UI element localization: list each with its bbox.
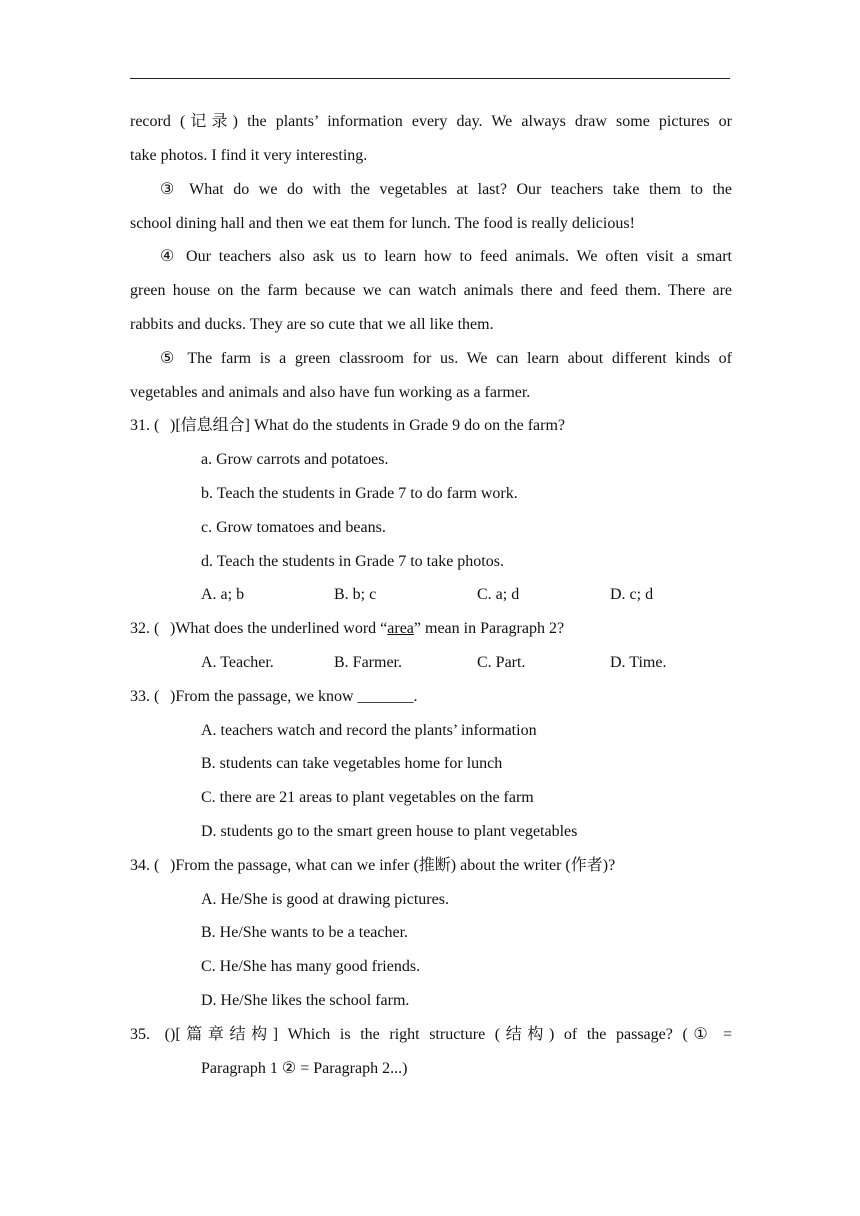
question-35: [130, 1025, 732, 1045]
choice-b[interactable]: B. Farmer.: [334, 654, 402, 671]
question-text: )From the passage, what can we infer (推断) about the writer (作者)?: [170, 857, 616, 874]
choice-c[interactable]: C. Part.: [477, 654, 526, 671]
paragraph-5-line: ⑤ The farm is a green classroom for us. We can learn about different kinds of: [160, 350, 732, 367]
header-rule: [130, 78, 730, 79]
choice-c[interactable]: C. a; d: [477, 586, 520, 603]
passage-line: take photos. I find it very interesting.: [130, 147, 368, 164]
choice-a[interactable]: A. a; b: [201, 586, 245, 603]
info-item: d. Teach the students in Grade 7 to take photos.: [201, 553, 504, 570]
choice-b[interactable]: B. students can take vegetables home for lunch: [201, 755, 503, 772]
choice-a[interactable]: A. teachers watch and record the plants’ information: [201, 722, 537, 739]
question-35-continued: Paragraph 1 ② = Paragraph 2...): [201, 1060, 408, 1077]
choice-d[interactable]: D. Time.: [610, 654, 667, 671]
question-text: )From the passage, we know _______.: [170, 688, 418, 705]
choice-a[interactable]: A. Teacher.: [201, 654, 274, 671]
info-item: a. Grow carrots and potatoes.: [201, 451, 389, 468]
choice-d[interactable]: D. He/She likes the school farm.: [201, 992, 410, 1009]
question-33: [130, 687, 732, 707]
info-item: b. Teach the students in Grade 7 to do farm work.: [201, 485, 518, 502]
paragraph-3-line: school dining hall and then we eat them for lunch. The food is really delicious!: [130, 215, 635, 232]
underlined-word: area: [387, 620, 414, 637]
question-31: [130, 416, 732, 436]
choice-b[interactable]: B. b; c: [334, 586, 377, 603]
choice-d[interactable]: D. students go to the smart green house to plant vegetables: [201, 823, 578, 840]
question-text: )What does the underlined word “: [170, 620, 388, 637]
paragraph-4-line: rabbits and ducks. They are so cute that we all like them.: [130, 316, 494, 333]
choice-c[interactable]: C. there are 21 areas to plant vegetables on the farm: [201, 789, 534, 806]
passage-line: record (记录) the plants’ information every day. We always draw some pictures or: [130, 113, 732, 130]
question-number: 32. (: [130, 620, 160, 637]
info-item: c. Grow tomatoes and beans.: [201, 519, 386, 536]
question-number: 35. (: [130, 1026, 170, 1043]
question-text: )[篇章结构] Which is the right structure (结构) of the passage? (① =: [170, 1026, 732, 1043]
paragraph-4-line: ④ Our teachers also ask us to learn how to feed animals. We often visit a smart: [160, 248, 732, 265]
choice-d[interactable]: D. c; d: [610, 586, 654, 603]
question-32: [130, 619, 732, 639]
choice-b[interactable]: B. He/She wants to be a teacher.: [201, 924, 409, 941]
paragraph-5-line: vegetables and animals and also have fun working as a farmer.: [130, 384, 531, 401]
question-number: 33. (: [130, 688, 160, 705]
choice-a[interactable]: A. He/She is good at drawing pictures.: [201, 891, 449, 908]
paragraph-4-line: green house on the farm because we can watch animals there and feed them. There are: [130, 282, 732, 299]
paragraph-3-line: ③ What do we do with the vegetables at last? Our teachers take them to the: [160, 181, 732, 198]
question-number: 34. (: [130, 857, 160, 874]
question-34: [130, 856, 732, 876]
choice-c[interactable]: C. He/She has many good friends.: [201, 958, 421, 975]
question-number: 31. (: [130, 417, 160, 434]
question-text: )[信息组合] What do the students in Grade 9 do on the farm?: [170, 417, 566, 434]
question-text: ” mean in Paragraph 2?: [413, 620, 565, 637]
